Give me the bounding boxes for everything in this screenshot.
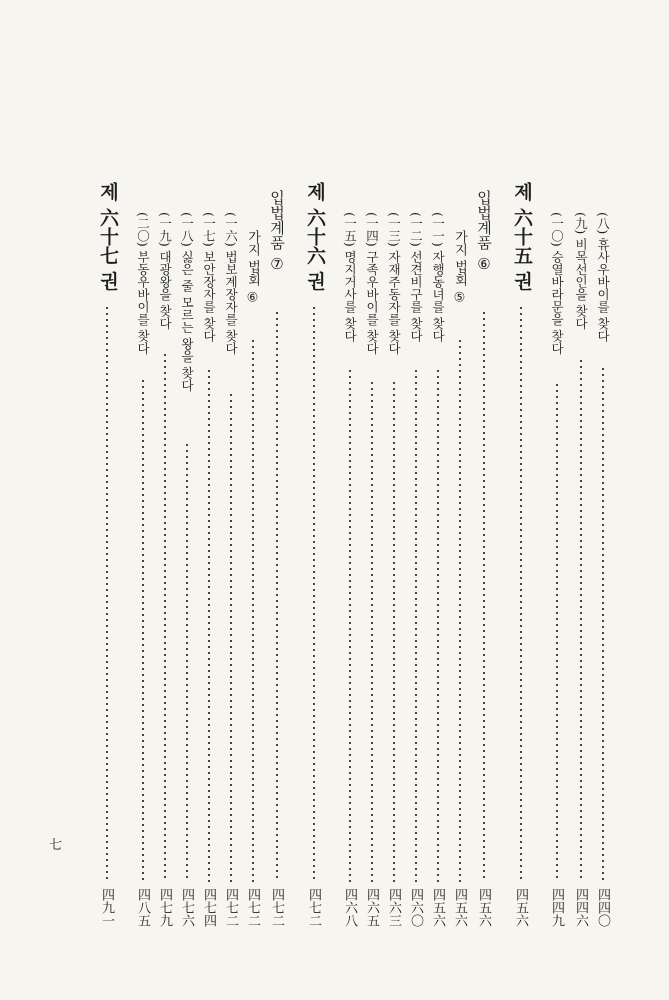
toc-section bbox=[246, 230, 259, 305]
toc-entry-11 bbox=[431, 212, 444, 342]
toc-page-number: 四六〇 bbox=[408, 888, 423, 927]
toc-entry-title: (一六) 법보계장자를 찾다 bbox=[223, 212, 239, 355]
dot-leader bbox=[142, 378, 144, 882]
toc-section bbox=[453, 230, 466, 305]
toc-entry-19 bbox=[158, 212, 171, 330]
toc-page-number: 四六五 bbox=[364, 888, 379, 927]
toc-page-number: 四五六 bbox=[476, 888, 491, 927]
dot-leader bbox=[164, 352, 166, 882]
toc-page-number: 四六八 bbox=[342, 888, 357, 927]
dot-leader bbox=[252, 338, 254, 882]
toc-page-number: 四七六 bbox=[179, 888, 194, 927]
toc-page-number: 四六三 bbox=[386, 888, 401, 927]
toc-page-number: 四七二 bbox=[306, 888, 321, 927]
chapter-title: 입법계품 ⑥ bbox=[475, 190, 493, 273]
toc-entry-title: (一三) 자재주동자를 찾다 bbox=[386, 212, 402, 355]
toc-entry-18 bbox=[180, 212, 193, 392]
toc-entry-20 bbox=[136, 212, 149, 355]
dot-leader bbox=[437, 368, 439, 882]
dot-leader bbox=[580, 358, 582, 882]
toc-entry-17 bbox=[202, 212, 215, 342]
toc-volume-67 bbox=[98, 182, 117, 290]
toc-page-number: 四四九 bbox=[549, 888, 564, 927]
dot-leader bbox=[276, 310, 278, 882]
toc-page-number: 四七四 bbox=[201, 888, 216, 927]
dot-leader bbox=[415, 368, 417, 882]
volume-title: 제 六十六 권 bbox=[304, 182, 326, 291]
chapter-title: 입법계품 ⑦ bbox=[268, 190, 286, 273]
toc-entry-title: (一一) 자행동녀를 찾다 bbox=[430, 212, 446, 343]
toc-entry-13 bbox=[387, 212, 400, 355]
toc-entry-title: (一〇) 승열바라문을 찾다 bbox=[549, 212, 565, 355]
dot-leader bbox=[106, 305, 108, 882]
toc-entry-title: (一九) 대광왕을 찾다 bbox=[157, 212, 173, 330]
page-number: 七 bbox=[49, 838, 63, 853]
toc-page-number: 四四〇 bbox=[595, 888, 610, 927]
toc-entry-title: (一五) 명지거사를 찾다 bbox=[342, 212, 358, 343]
toc-page-number: 四五六 bbox=[513, 888, 528, 927]
toc-entry-10 bbox=[550, 212, 563, 355]
dot-leader bbox=[520, 305, 522, 882]
toc-page-number: 四七九 bbox=[157, 888, 172, 927]
dot-leader bbox=[313, 305, 315, 882]
toc-page-number: 四五六 bbox=[452, 888, 467, 927]
toc-entry-title: (一七) 보안장자를 찾다 bbox=[201, 212, 217, 343]
dot-leader bbox=[371, 380, 373, 882]
toc-entry-8 bbox=[596, 212, 609, 342]
toc-entry-title: (八) 휴사우바이를 찾다 bbox=[595, 212, 611, 343]
section-title: 가지 법회 ⑥ bbox=[245, 230, 260, 306]
toc-entry-title: (九) 비목선인을 찾다 bbox=[573, 212, 589, 330]
dot-leader bbox=[186, 442, 188, 882]
toc-page-number: 四七二 bbox=[223, 888, 238, 927]
toc-entry-title: (一八) 싫은 줄 모르는 왕을 찾다 bbox=[179, 212, 195, 392]
dot-leader bbox=[459, 338, 461, 882]
toc-chapter bbox=[476, 190, 491, 273]
dot-leader bbox=[393, 380, 395, 882]
dot-leader bbox=[230, 392, 232, 882]
toc-entry-14 bbox=[365, 212, 378, 355]
toc-volume-65 bbox=[512, 182, 531, 290]
toc-page-number: 四八五 bbox=[135, 888, 150, 927]
toc-entry-title: (二〇) 부동우바이를 찾다 bbox=[135, 212, 151, 355]
toc-entry-12 bbox=[409, 212, 422, 342]
volume-title: 제 六十五 권 bbox=[511, 182, 533, 291]
dot-leader bbox=[349, 368, 351, 882]
toc-volume-66 bbox=[305, 182, 324, 290]
dot-leader bbox=[208, 368, 210, 882]
dot-leader bbox=[602, 366, 604, 882]
toc-page-number: 四四六 bbox=[573, 888, 588, 927]
toc-page-number: 四九一 bbox=[99, 888, 114, 927]
section-title: 가지 법회 ⑤ bbox=[452, 230, 467, 306]
toc-entry-16 bbox=[224, 212, 237, 355]
dot-leader bbox=[483, 310, 485, 882]
toc-page-number: 四七二 bbox=[245, 888, 260, 927]
toc-entry-9 bbox=[574, 212, 587, 330]
volume-title: 제 六十七 권 bbox=[97, 182, 119, 291]
toc-page-number: 四五六 bbox=[430, 888, 445, 927]
toc-chapter bbox=[269, 190, 284, 273]
dot-leader bbox=[556, 382, 558, 882]
toc-page-number: 四七二 bbox=[269, 888, 284, 927]
toc-entry-15 bbox=[343, 212, 356, 342]
toc-entry-title: (一四) 구족우바이를 찾다 bbox=[364, 212, 380, 355]
toc-entry-title: (一二) 선견비구를 찾다 bbox=[408, 212, 424, 343]
